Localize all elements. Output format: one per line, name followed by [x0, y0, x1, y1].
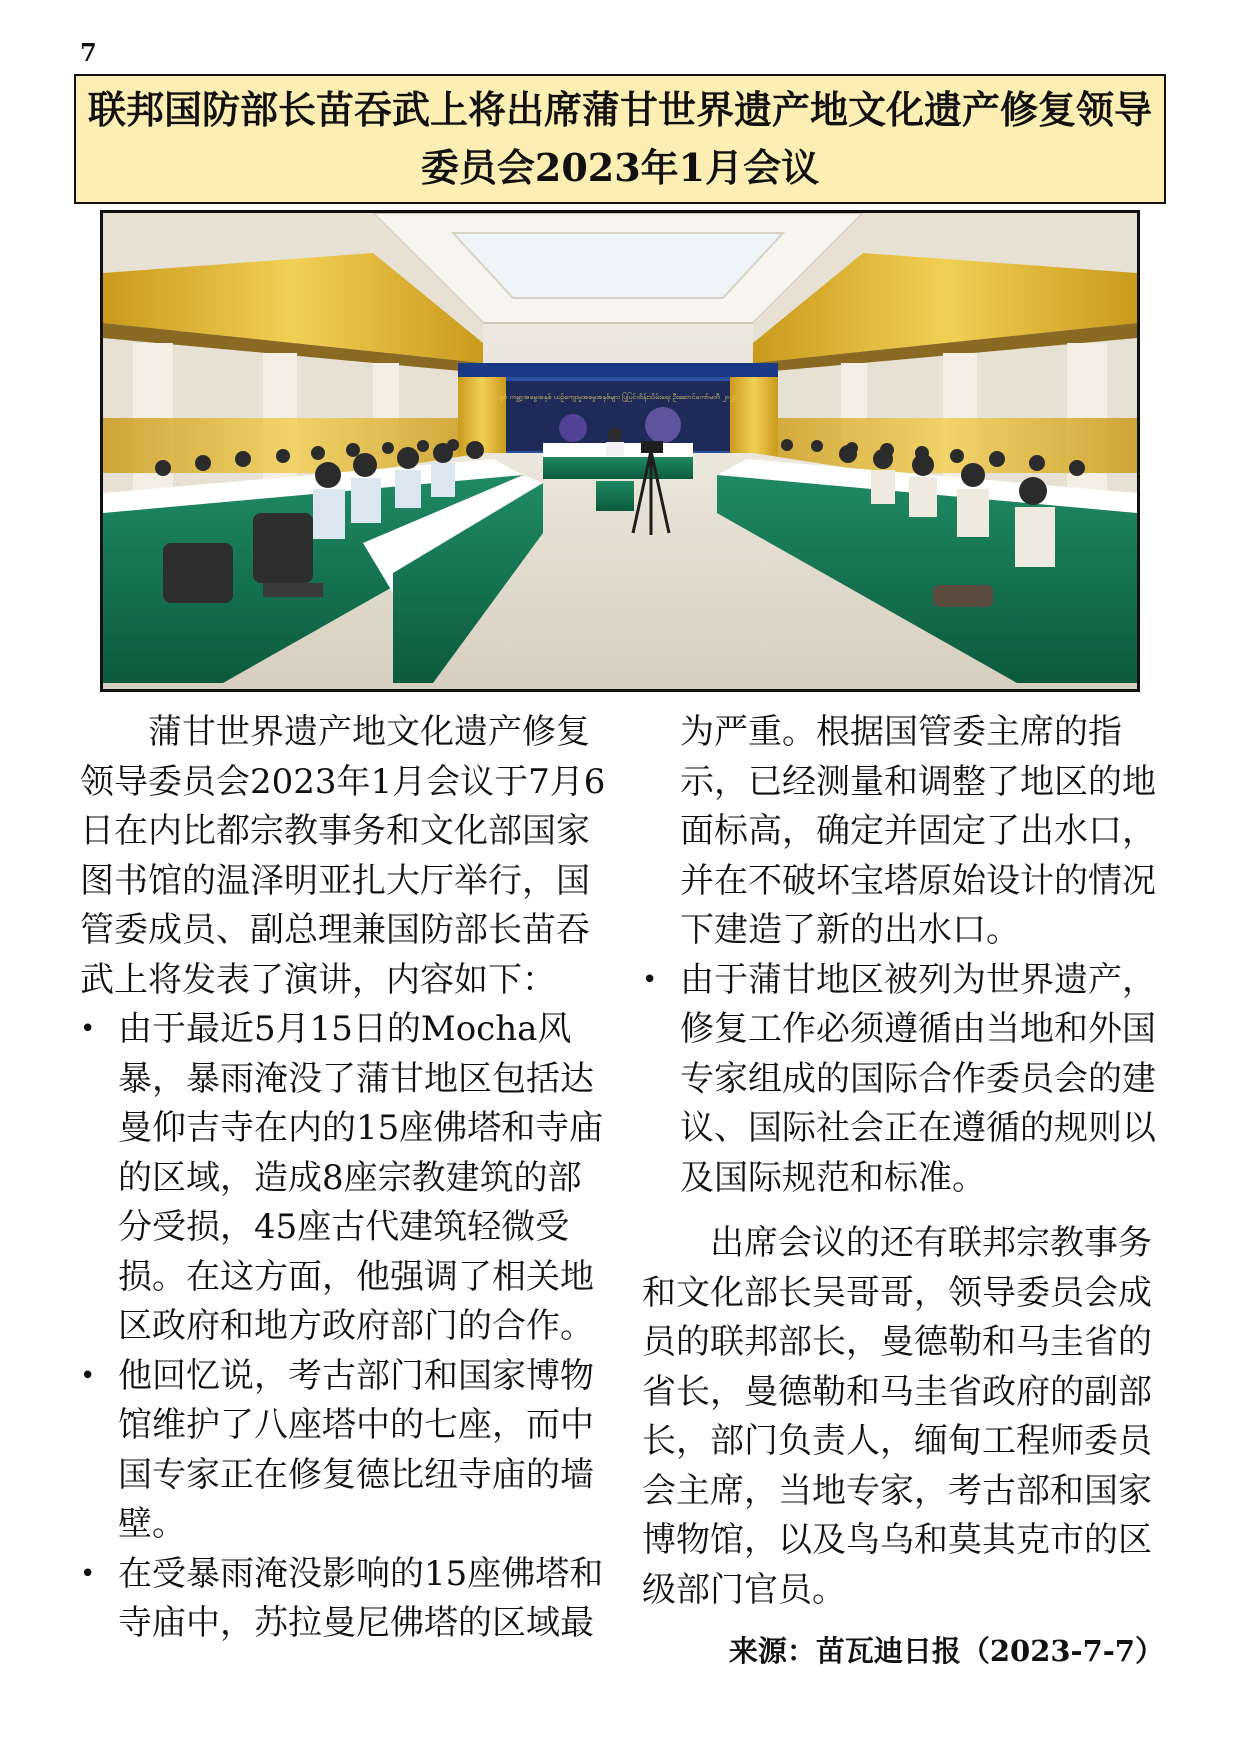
- article-column-right: [642, 708, 1164, 1677]
- article-bullet-3-start: • 在受暴雨淹没影响的15座佛塔和寺庙中，苏拉曼尼佛塔的区域最: [80, 1550, 610, 1649]
- headline-box: [74, 74, 1166, 204]
- article-intro: 蒲甘世界遗产地文化遗产修复领导委员会2023年1月会议于7月6日在内比都宗教事务和文化部国家图书馆的温泽明亚扎大厅举行，国管委成员、副总理兼国防部长苗吞武上将发表了演讲，内容如下：: [80, 712, 606, 1000]
- article-bullet-3-continued: 为严重。根据国管委主席的指示，已经测量和调整了地区的地面标高，确定并固定了出水口，并在不破坏宝塔原始设计的情况下建造了新的出水口。: [680, 712, 1156, 950]
- page-number: 7: [80, 38, 97, 67]
- headline-line-1: 联邦国防部长苗吞武上将出席蒲甘世界遗产地文化遗产修复领导: [87, 87, 1152, 132]
- article-source: 来源：苗瓦迪日报（2023-7-7）: [728, 1634, 1164, 1668]
- backdrop-banner-text: ပုဂံ ကမ္ဘာ့အမွေအနှစ် ယဉ်ကျေးမှုအမွေအနှစ်များ ပြုပြင်ထိန်းသိမ်းရေး ဦးဆောင်ကော်မတီ ၂၀၂၃: [499, 393, 737, 401]
- article-bullet-2: • 他回忆说，考古部门和国家博物馆维护了八座塔中的七座，而中国专家正在修复德比纽寺庙的墙壁。: [80, 1352, 610, 1550]
- article-column-left: [80, 708, 610, 1649]
- headline-line-2: 委员会2023年1月会议: [420, 145, 820, 190]
- meeting-photo: [100, 210, 1140, 692]
- article-bullet-1: • 由于最近5月15日的Mocha风暴，暴雨淹没了蒲甘地区包括达曼仰吉寺在内的15座佛塔和寺庙的区域，造成8座宗教建筑的部分受损，45座古代建筑轻微受损。在这方面，他强调了相关地区政府和地方政府部门的合作。: [80, 1005, 610, 1352]
- article-closing: 出席会议的还有联邦宗教事务和文化部长吴哥哥，领导委员会成员的联邦部长，曼德勒和马圭省的省长，曼德勒和马圭省政府的副部长，部门负责人，缅甸工程师委员会主席，当地专家，考古部和国家博物馆，以及鸟乌和莫其克市的区级部门官员。: [642, 1223, 1152, 1610]
- article-bullet-4: • 由于蒲甘地区被列为世界遗产，修复工作必须遵循由当地和外国专家组成的国际合作委员会的建议、国际社会正在遵循的规则以及国际规范和标准。: [642, 956, 1164, 1204]
